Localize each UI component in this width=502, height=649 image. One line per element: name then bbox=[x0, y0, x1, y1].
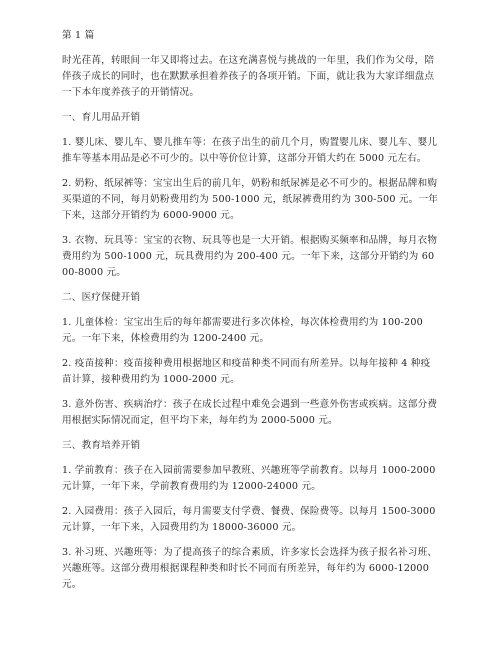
section-heading: 一、育儿用品开销 bbox=[62, 112, 141, 123]
list-item: 2. 疫苗接种：疫苗接种费用根据地区和疫苗种类不同而有所差异。以每年接种 4 种疫苗计算，接种费用约为 1000-2000 元。 bbox=[62, 358, 431, 385]
section-heading: 三、教育培养开销 bbox=[62, 440, 141, 451]
list-item: 3. 衣物、玩具等：宝宝的衣物、玩具等也是一大开销。根据购买频率和品牌，每月衣物费用约为 500-1000 元，玩具费用约为 200-400 元。一年下来，这部分开销约为 6000-8000 元。 bbox=[62, 235, 438, 278]
list-item: 1. 婴儿床、婴儿车、婴儿推车等：在孩子出生的前几个月，购置婴儿床、婴儿车、婴儿推车等基本用品是必不可少的。以中等价位计算，这部分开销大约在 5000 元左右。 bbox=[62, 137, 438, 164]
list-item: 2. 入园费用：孩子入园后，每月需要支付学费、餐费、保险费等。以每月 1500-3000 元计算，一年下来，入园费用约为 18000-36000 元。 bbox=[62, 506, 436, 533]
document-page bbox=[62, 28, 440, 602]
list-item: 3. 意外伤害、疾病治疗：孩子在成长过程中难免会遇到一些意外伤害或疾病。这部分费用根据实际情况而定，但平均下来，每年约为 2000-5000 元。 bbox=[62, 399, 438, 426]
section-heading: 二、医疗保健开销 bbox=[62, 292, 141, 303]
list-item: 2. 奶粉、纸尿裤等：宝宝出生后的前几年，奶粉和纸尿裤是必不可少的。根据品牌和购买渠道的不同，每月奶粉费用约为 500-1000 元，纸尿裤费用约为 300-500 元。一年下来，这部分开销约为 6000-9000 元。 bbox=[62, 178, 439, 221]
intro-paragraph: 时光荏苒，转眼间一年又即将过去。在这充满喜悦与挑战的一年里，我们作为父母，陪伴孩子成长的同时，也在默默承担着养孩子的各项开销。下面，就让我为大家详细盘点一下本年度养孩子的开销情况。 bbox=[62, 55, 435, 98]
list-item: 3. 补习班、兴趣班等：为了提高孩子的综合素质，许多家长会选择为孩子报名补习班、兴趣班等。这部分费用根据课程种类和时长不同而有所差异，每年约为 6000-12000 元。 bbox=[62, 547, 438, 590]
page-label: 第 1 篇 bbox=[62, 30, 95, 41]
list-item: 1. 学前教育：孩子在入园前需要参加早教班、兴趣班等学前教育。以每月 1000-2000 元计算，一年下来，学前教育费用约为 12000-24000 元。 bbox=[62, 465, 436, 492]
list-item: 1. 儿童体检：宝宝出生后的每年都需要进行多次体检，每次体检费用约为 100-200 元。一年下来，体检费用约为 1200-2400 元。 bbox=[62, 317, 423, 344]
